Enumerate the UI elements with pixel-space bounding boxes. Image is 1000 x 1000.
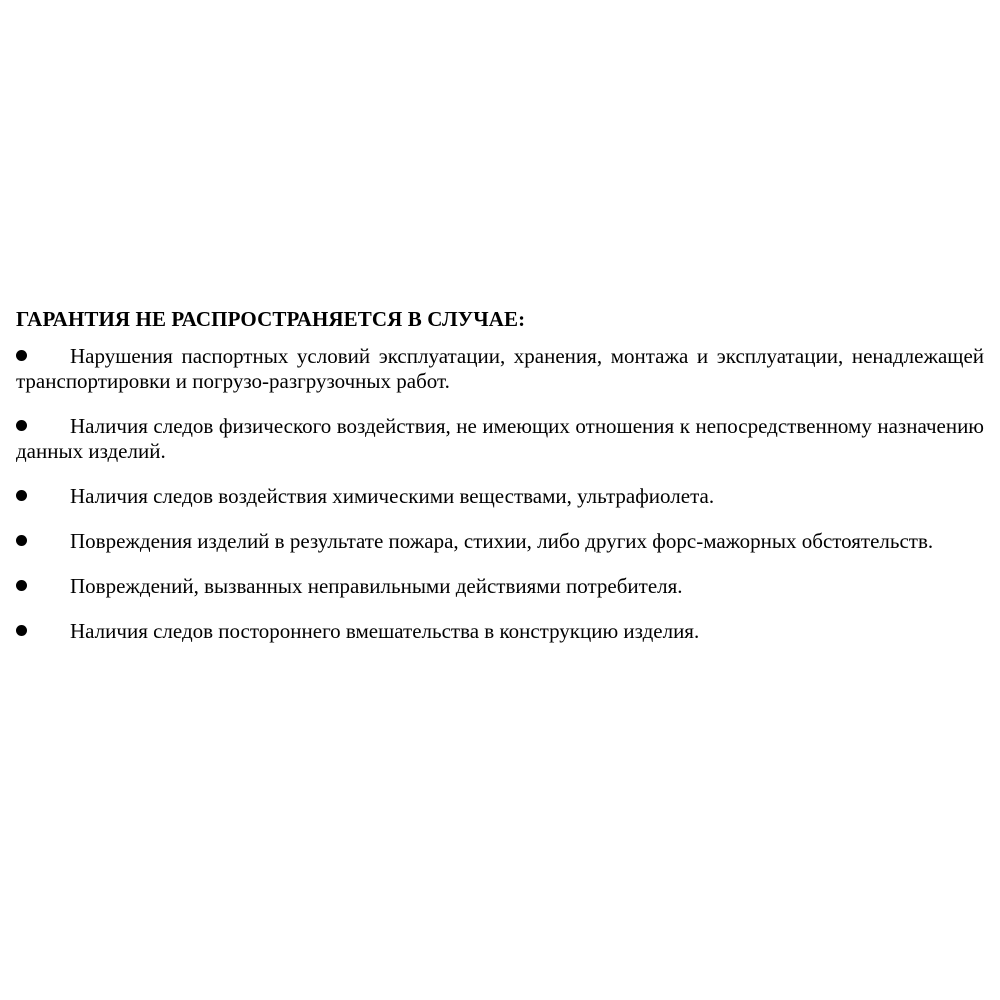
list-item bbox=[16, 484, 984, 509]
list-item bbox=[16, 574, 984, 599]
list-item-text: Наличия следов физического воздействия, не имеющих отношения к непосредственному назначению данных изделий. bbox=[16, 414, 984, 463]
bullet-icon bbox=[16, 535, 27, 546]
bullet-icon bbox=[16, 625, 27, 636]
warranty-exclusions-list bbox=[16, 344, 984, 644]
bullet-icon bbox=[16, 580, 27, 591]
warranty-document bbox=[16, 306, 984, 644]
list-item-text: Нарушения паспортных условий эксплуатации, хранения, монтажа и эксплуатации, ненадлежащей транспортировки и погрузо-разгрузочных работ. bbox=[16, 344, 984, 393]
warranty-heading: ГАРАНТИЯ НЕ РАСПРОСТРАНЯЕТСЯ В СЛУЧАЕ: bbox=[16, 307, 526, 331]
list-item-text: Наличия следов воздействия химическими веществами, ультрафиолета. bbox=[70, 484, 715, 508]
bullet-icon bbox=[16, 420, 27, 431]
list-item-text: Наличия следов постороннего вмешательства в конструкцию изделия. bbox=[70, 619, 700, 643]
list-item bbox=[16, 414, 984, 464]
list-item bbox=[16, 529, 984, 554]
list-item bbox=[16, 619, 984, 644]
list-item-text: Повреждения изделий в результате пожара, стихии, либо других форс-мажорных обстоятельств. bbox=[70, 529, 934, 553]
bullet-icon bbox=[16, 490, 27, 501]
list-item-text: Повреждений, вызванных неправильными действиями потребителя. bbox=[70, 574, 683, 598]
list-item bbox=[16, 344, 984, 394]
bullet-icon bbox=[16, 350, 27, 361]
